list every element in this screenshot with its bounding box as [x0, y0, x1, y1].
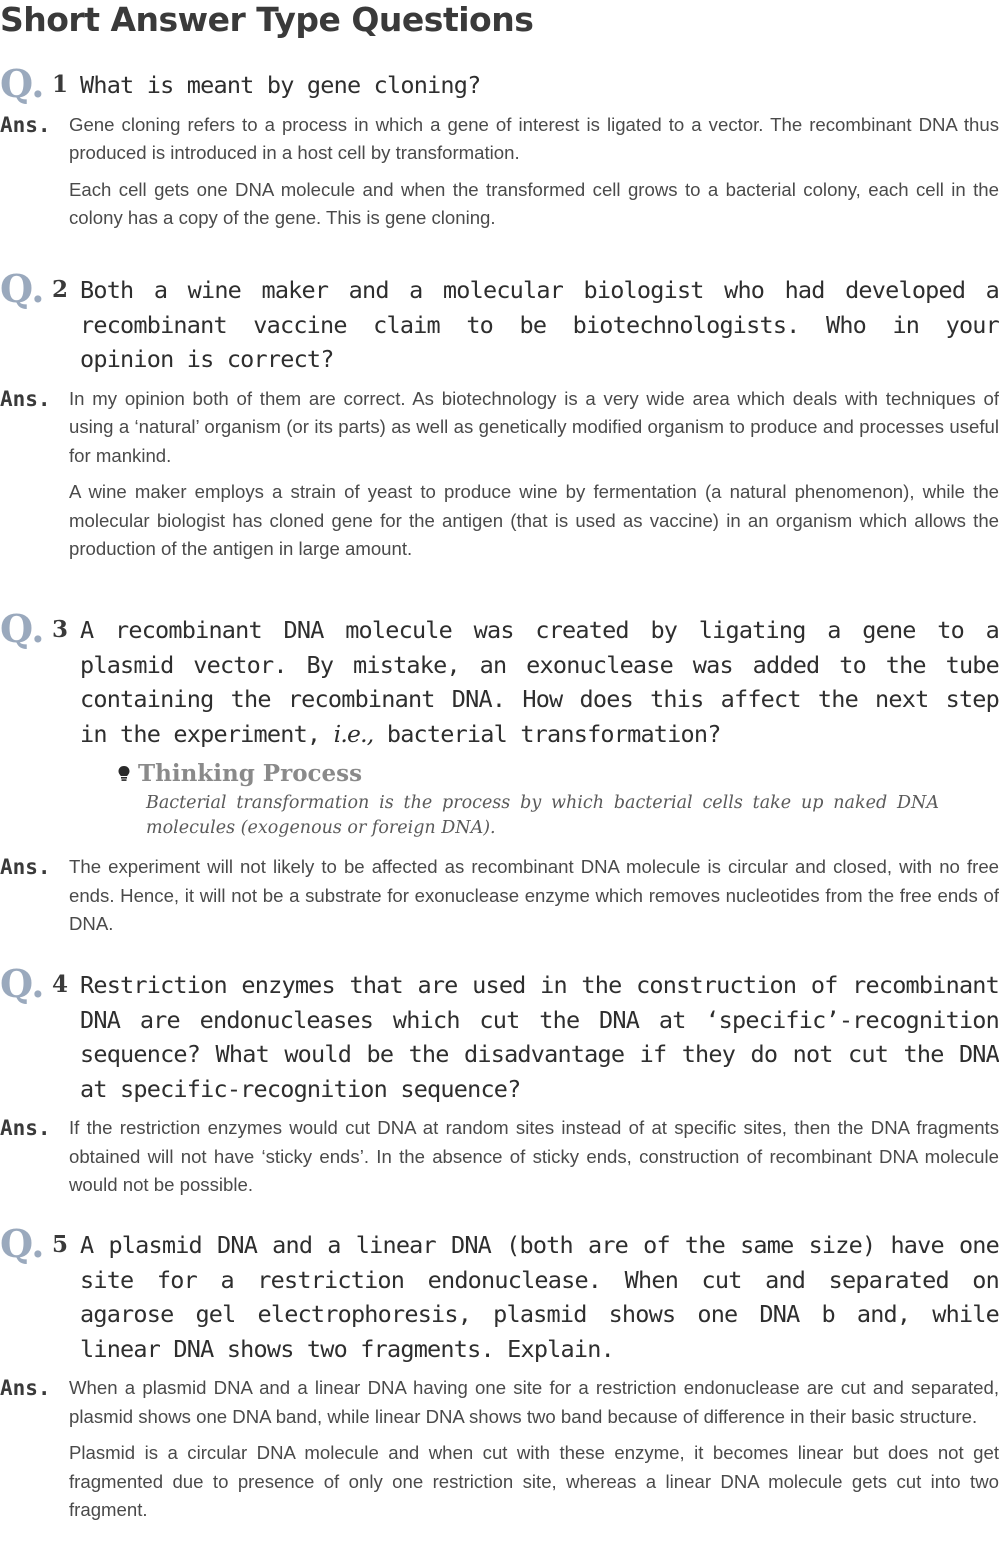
question-block-2 [0, 266, 999, 572]
thinking-process-body: Bacterial transformation is the process by which bacterial cells take up naked DNA molecules (exogenous or foreign DNA). [146, 793, 939, 838]
question-text: What is meant by gene cloning? [80, 71, 481, 99]
answer-label: Ans. [0, 855, 51, 879]
answer-paragraph: Gene cloning refers to a process in which a gene of interest is ligated to a vector. The recombinant DNA thus produced is introduced in a host cell by transformation. [69, 113, 999, 163]
thinking-process [118, 759, 999, 841]
answer-paragraph: In my opinion both of them are correct. As biotechnology is a very wide area which deals with techniques of using a ‘natural’ organism (or its parts) as well as genetically modified organism to produce and processes useful for mankind. [69, 387, 999, 466]
answer-label: Ans. [0, 386, 51, 411]
question-row [0, 961, 999, 1106]
answer-row [0, 1114, 999, 1200]
question-number: 3 [52, 616, 69, 643]
question-number: 4 [52, 971, 69, 998]
answer-paragraph: Plasmid is a circular DNA molecule and when cut with these enzyme, it becomes linear but does not get fragmented due to presence of only one restriction site, whereas a linear DNA molecule gets cut into two fragment. [69, 1442, 999, 1520]
answer-label: Ans. [0, 1116, 51, 1140]
question-block-1 [0, 61, 999, 241]
question-marker: Q. [0, 61, 45, 106]
question-text-tail: bacterial transformation? [386, 719, 721, 748]
question-marker: Q. [0, 266, 45, 311]
question-row [0, 606, 999, 751]
question-marker: Q. [0, 606, 45, 651]
answer-paragraph: When a plasmid DNA and a linear DNA having one site for a restriction endonuclease are cut and separated, plasmid shows one DNA band, while linear DNA shows two band because of difference in their basic structure. [69, 1377, 999, 1427]
answer-row [0, 385, 999, 564]
answer-paragraph: Each cell gets one DNA molecule and when the transformed cell grows to a bacterial colony, each cell in the colony has a copy of the gene. This is gene cloning. [69, 178, 999, 228]
question-row [0, 1221, 999, 1366]
answer-paragraph: If the restriction enzymes would cut DNA at random sites instead of at specific sites, then the DNA fragments obtained will not have ‘sticky ends’. In the absence of sticky ends, construction of recombinant DNA molecule would not be possible. [69, 1117, 999, 1195]
answer-paragraph: A wine maker employs a strain of yeast to produce wine by fermentation (a natural phenomenon), while the molecular biologist has cloned gene for the antigen (that is used as vaccine) in an organism which allows the production of the antigen in large amount. [69, 481, 999, 559]
thinking-process-title: Thinking Process [138, 760, 363, 787]
answer-paragraph: The experiment will not likely to be affected as recombinant DNA molecule is circular and closed, with no free ends. Hence, it will not be a substrate for exonuclease enzyme which removes nucleotides from the free ends of DNA. [69, 856, 999, 934]
answer-label: Ans. [0, 1376, 51, 1400]
question-number: 2 [52, 276, 69, 303]
question-text-italic: i.e., [333, 719, 374, 748]
question-number: 1 [52, 71, 69, 98]
question-text: Restriction enzymes that are used in the construction of recombinant DNA are endonucleases which cut the DNA at ‘specific’-recognition sequence? What would be the disadvantage if they do not cut the DNA at specific-recognition sequence? [80, 971, 999, 1103]
question-marker: Q. [0, 961, 45, 1006]
question-number: 5 [52, 1231, 69, 1258]
question-text: Both a wine maker and a molecular biologist who had developed a recombinant vaccine claim to be biotechnologists. Who in your opinion is correct? [80, 276, 999, 373]
question-block-3 [0, 606, 999, 947]
question-row [0, 266, 999, 377]
question-text: A plasmid DNA and a linear DNA (both are of the same size) have one site for a restriction endonuclease. When cut and separated on agarose gel electrophoresis, plasmid shows one DNA b and, while linear DNA shows two fragments. Explain. [80, 1231, 999, 1363]
thinking-process-heading [118, 759, 999, 789]
question-row [0, 61, 999, 106]
question-marker: Q. [0, 1221, 45, 1266]
section-title: Short Answer Type Questions [0, 0, 534, 39]
question-block-4 [0, 961, 999, 1208]
answer-row [0, 853, 999, 939]
question-text-main: A recombinant DNA molecule was created by ligating a gene to a plasmid vector. By mistake, an exonuclease was added to the tube containing the recombinant DNA. How does this affect the next step in the experiment, [80, 616, 999, 748]
question-text [80, 613, 999, 751]
answer-label: Ans. [0, 112, 51, 137]
answer-row [0, 111, 999, 233]
lightbulb-icon [118, 766, 130, 782]
question-block-5 [0, 1221, 999, 1533]
answer-row [0, 1374, 999, 1525]
